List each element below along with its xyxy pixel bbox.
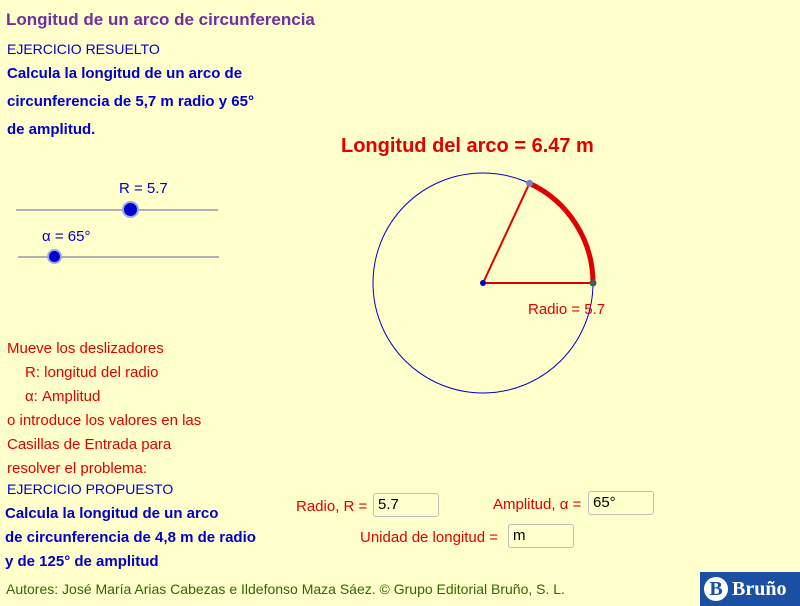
instruction-line: α: Amplitud: [25, 388, 101, 405]
instruction-line: resolver el problema:: [7, 460, 148, 477]
angle-input-label: Amplitud, α =: [493, 496, 582, 513]
authors-credit: Autores: José María Arias Cabezas e Ildefonso Maza Sáez. © Grupo Editorial Bruño, S. L.: [6, 581, 565, 597]
unit-input-label: Unidad de longitud =: [360, 529, 499, 546]
instruction-line: Mueve los deslizadores: [7, 340, 164, 357]
unit-input[interactable]: m: [508, 524, 574, 548]
exercise-solved-line: de amplitud.: [7, 121, 96, 138]
radius-input[interactable]: 5.7: [373, 493, 439, 517]
exercise-proposed-line: de circunferencia de 4,8 m de radio: [5, 529, 256, 546]
angle-input[interactable]: 65°: [588, 491, 654, 515]
bruno-logo-text: Bruño: [732, 577, 787, 600]
instruction-line: o introduce los valores en las: [7, 412, 202, 429]
arc-start-point[interactable]: [526, 180, 533, 187]
bruno-logo-mark: B: [704, 577, 728, 601]
exercise-proposed-line: Calcula la longitud de un arco: [5, 505, 219, 522]
arc-length-result: Longitud del arco = 6.47 m: [341, 135, 594, 157]
page-title: Longitud de un arco de circunferencia: [6, 10, 315, 29]
radius-input-label: Radio, R =: [296, 498, 368, 515]
instruction-line: R: longitud del radio: [25, 364, 159, 381]
slider-radius-label: R = 5.7: [119, 180, 168, 197]
slider-angle-label: α = 65°: [42, 228, 91, 245]
exercise-proposed-line: y de 125° de amplitud: [5, 553, 159, 570]
radius-line-angled: [483, 183, 529, 283]
instruction-line: Casillas de Entrada para: [7, 436, 172, 453]
exercise-solved-heading: EJERCICIO RESUELTO: [7, 41, 160, 57]
center-point: [480, 280, 486, 286]
arc-segment: [529, 183, 593, 283]
exercise-solved-line: circunferencia de 5,7 m radio y 65°: [7, 93, 254, 110]
arc-end-point[interactable]: [590, 280, 597, 287]
exercise-proposed-heading: EJERCICIO PROPUESTO: [7, 481, 174, 497]
exercise-solved-line: Calcula la longitud de un arco de: [7, 65, 243, 82]
radius-label: Radio = 5.7: [528, 301, 606, 318]
bruno-logo: [700, 572, 800, 606]
